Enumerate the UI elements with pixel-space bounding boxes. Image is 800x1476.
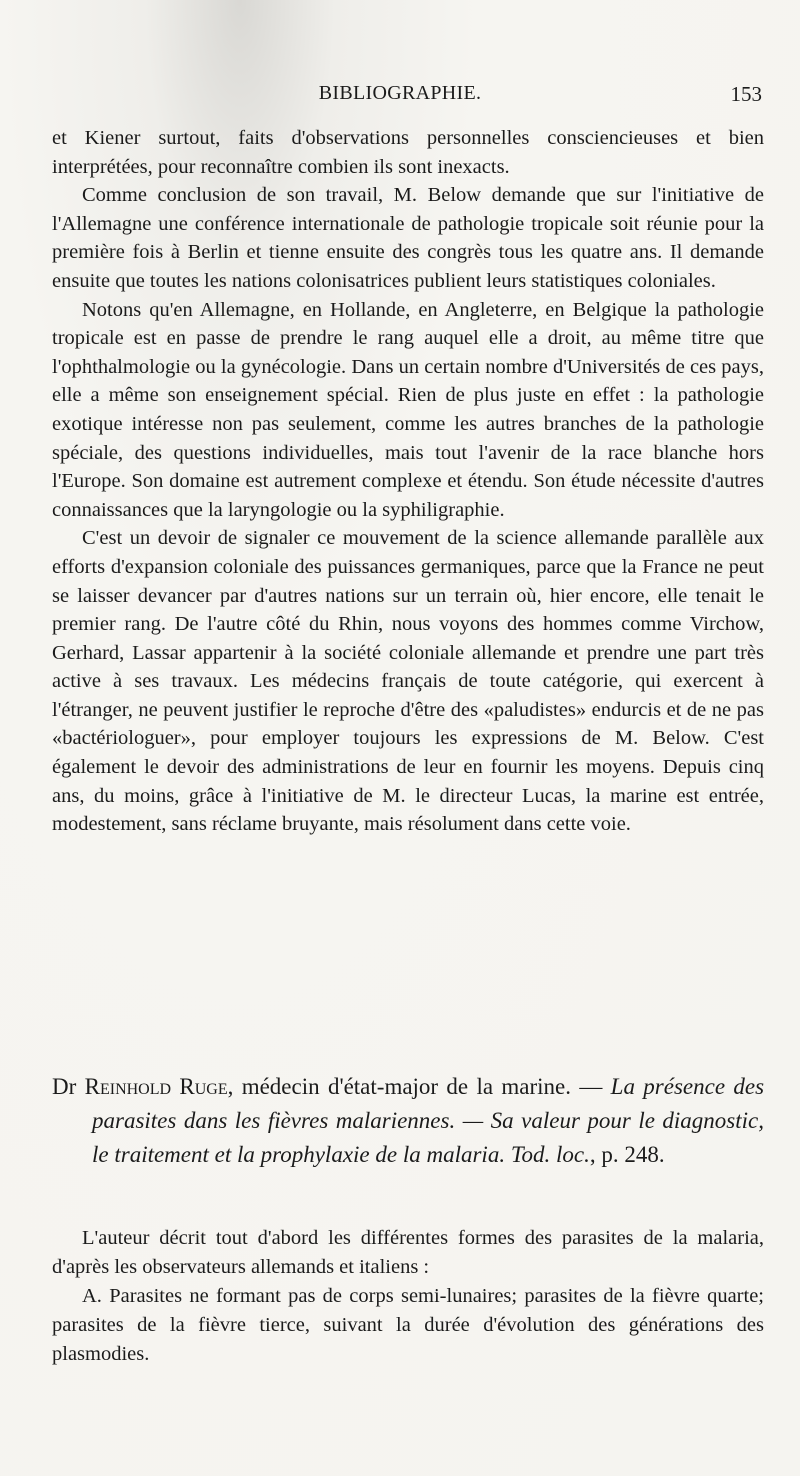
main-text xyxy=(52,124,764,839)
page-number: 153 xyxy=(730,82,762,106)
source-ref: Tod. loc. xyxy=(510,1142,590,1167)
paragraph: A. Parasites ne formant pas de corps semi-lunaires; parasites de la fièvre quarte; parasites de la fièvre tierce, suivant la durée d'évolution des générations des plasmodies. xyxy=(52,1285,764,1365)
page-ref: , p. 248. xyxy=(589,1142,665,1167)
author-role: , médecin d'état-major de la marine. — xyxy=(227,1074,611,1099)
paragraph: et Kiener surtout, faits d'observations personnelles consciencieuses et bien interprétées, pour reconnaître combien ils sont inexacts. xyxy=(52,127,764,178)
entry-citation xyxy=(52,1070,764,1172)
page-header xyxy=(0,82,800,114)
bibliography-entry xyxy=(52,1070,764,1172)
paragraph: C'est un devoir de signaler ce mouvement de la science allemande parallèle aux efforts d'expansion coloniale des puissances germaniques, parce que la France ne peut se laisser devancer par d'autres nations sur un terrain où, hier encore, elle tenait le premier rang. De l'autre côté du Rhin, nous voyons des hommes comme Virchow, Gerhard, Lassar appartenir à la société coloniale allemande et prendre une part très active à ses travaux. Les médecins français de toute catégorie, qui exercent à l'étranger, ne peuvent justifier le reproche d'être des «paludistes» endurcis et de ne pas «bactériologuer», pour employer toujours les expressions de M. Below. C'est également le devoir des administrations de leur en fournir les moyens. Depuis cinq ans, du moins, grâce à l'initiative de M. le directeur Lucas, la marine est entrée, modestement, sans réclame bruyante, mais résolument dans cette voie. xyxy=(52,527,764,836)
paragraph: Notons qu'en Allemagne, en Hollande, en Angleterre, en Belgique la pathologie tropicale est en passe de prendre le rang auquel elle a droit, au même titre que l'ophthalmologie ou la gynécologie. Dans un certain nombre d'Universités de ces pays, elle a même son enseignement spécial. Rien de plus juste en effet : la pathologie exotique intéresse non pas seulement, comme les autres branches de la pathologie spéciale, des questions individuelles, mais tout l'avenir de la race blanche hors l'Europe. Son domaine est autrement complexe et étendu. Son étude nécessite d'autres connaissances que la laryngologie ou la syphiligraphie. xyxy=(52,298,764,521)
author-name: Reinhold Ruge xyxy=(84,1074,228,1099)
work-title: La présence des parasites dans les fièvres malariennes. — Sa valeur pour le diagnostic, le traitement et la prophylaxie de la malaria. xyxy=(92,1074,765,1167)
review-text xyxy=(52,1224,764,1369)
running-head: BIBLIOGRAPHIE. xyxy=(318,82,482,104)
paragraph: Comme conclusion de son travail, M. Below demande que sur l'initiative de l'Allemagne une conférence internationale de pathologie tropicale soit réunie pour la première fois à Berlin et tienne ensuite des congrès tous les quatre ans. Il demande ensuite que toutes les nations colonisatrices publient leurs statistiques coloniales. xyxy=(52,184,764,292)
paragraph: L'auteur décrit tout d'abord les différentes formes des parasites de la malaria, d'après les observateurs allemands et italiens : xyxy=(52,1227,764,1278)
title-prefix: Dr xyxy=(52,1074,77,1099)
